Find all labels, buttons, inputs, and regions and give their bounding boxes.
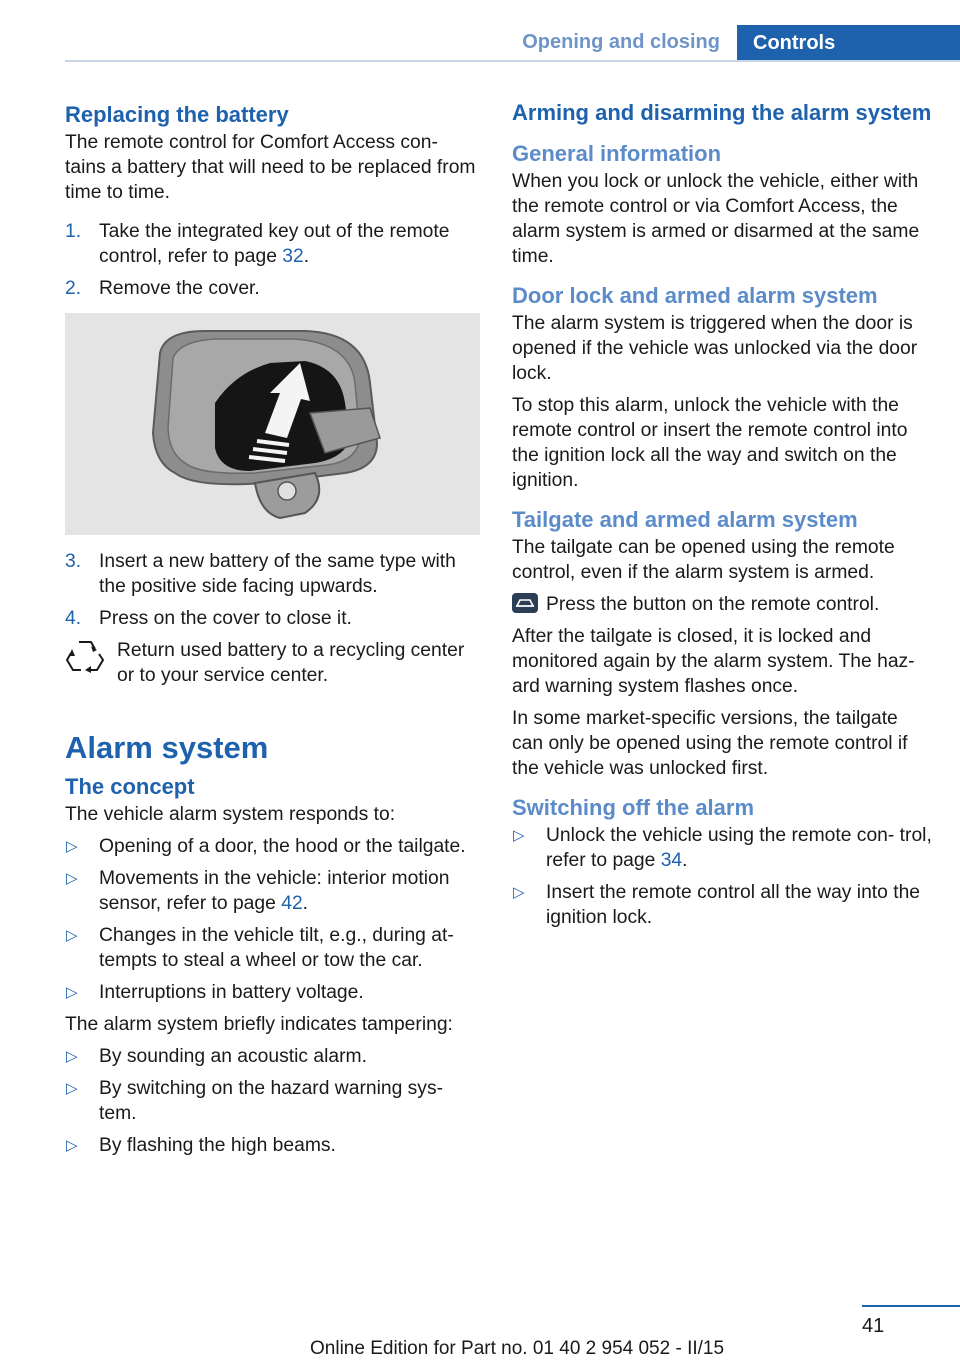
- list-item: ▷ Movements in the vehicle: interior motion sensor, refer to page 42.: [66, 868, 450, 914]
- battery-heading: Replacing the battery: [65, 102, 289, 127]
- triangle-bullet-icon: ▷: [66, 870, 78, 887]
- triangle-bullet-icon: ▷: [66, 1048, 78, 1065]
- door-lock-heading: Door lock and armed alarm system: [512, 283, 878, 308]
- tailgate-text-3: In some market-specific versions, the tailgate can only be opened using the remote control if the vehicle was unlocked first.: [512, 708, 908, 779]
- triangle-bullet-icon: ▷: [513, 827, 525, 844]
- general-info-text: When you lock or unlock the vehicle, either with the remote control or via Comfort Access, the alarm system is armed or disarmed at the same time.: [512, 171, 920, 267]
- step-number: 1.: [65, 221, 82, 242]
- header-section-title: Opening and closing: [522, 31, 720, 53]
- indicates-intro: The alarm system briefly indicates tampering:: [65, 1014, 453, 1035]
- general-info-heading: General information: [512, 141, 722, 166]
- step-number: 3.: [65, 551, 82, 572]
- list-item: 3. Insert a new battery of the same type with the positive side facing upwards.: [65, 551, 456, 597]
- footer-edition: Online Edition for Part no. 01 40 2 954 052 - II/15: [310, 1338, 725, 1359]
- list-item: 4. Press on the cover to close it.: [65, 608, 352, 629]
- triangle-bullet-icon: ▷: [66, 1080, 78, 1097]
- tailgate-text-2: After the tailgate is closed, it is locked and monitored again by the alarm system. The haz‐ ard warning system flashes once.: [512, 626, 915, 697]
- list-item: ▷ Changes in the vehicle tilt, e.g., during at‐ tempts to steal a wheel or tow the car.: [66, 925, 454, 971]
- list-item: ▷ Insert the remote control all the way into the ignition lock.: [513, 882, 921, 928]
- tailgate-button-line: Press the button on the remote control.: [512, 592, 932, 617]
- list-item: ▷ By sounding an acoustic alarm.: [66, 1046, 367, 1067]
- right-column: [512, 100, 932, 937]
- alarm-system-heading: Alarm system: [65, 730, 269, 765]
- list-item: ▷ By switching on the hazard warning sys‐ tem.: [66, 1078, 444, 1124]
- recycling-icon: [65, 638, 105, 681]
- list-item: ▷ Unlock the vehicle using the remote con‐ trol, refer to page 34.: [513, 825, 932, 871]
- page-link-42[interactable]: 42: [281, 893, 303, 914]
- header-rule: [65, 60, 960, 62]
- remote-key-illustration: [65, 313, 480, 535]
- recycling-note: Return used battery to a recycling center or to your service center.: [65, 638, 483, 688]
- list-item: 2. Remove the cover.: [65, 278, 260, 299]
- concept-heading: The concept: [65, 774, 195, 799]
- door-lock-text-1: The alarm system is triggered when the door is opened if the vehicle was unlocked via the door lock.: [512, 313, 918, 384]
- page-number: 41: [862, 1315, 885, 1337]
- switch-off-heading: Switching off the alarm: [512, 795, 755, 820]
- list-item: ▷ Opening of a door, the hood or the tailgate.: [66, 836, 466, 857]
- arming-heading: Arming and disarming the alarm system: [512, 100, 932, 125]
- triangle-bullet-icon: ▷: [66, 838, 78, 855]
- tailgate-heading: Tailgate and armed alarm system: [512, 507, 858, 532]
- list-item: ▷ By flashing the high beams.: [66, 1135, 336, 1156]
- triangle-bullet-icon: ▷: [66, 927, 78, 944]
- triangle-bullet-icon: ▷: [513, 884, 525, 901]
- list-item: ▷ Interruptions in battery voltage.: [66, 982, 364, 1003]
- page-link-32[interactable]: 32: [282, 246, 304, 267]
- battery-intro: The remote control for Comfort Access con‐ tains a battery that will need to be replaced from time to time.: [65, 132, 476, 203]
- header-chapter-tab: Controls: [737, 25, 960, 62]
- remote-key-photo: [65, 313, 480, 535]
- page-link-34[interactable]: 34: [660, 850, 683, 871]
- tailgate-button-icon: [512, 593, 538, 613]
- triangle-bullet-icon: ▷: [66, 1137, 78, 1154]
- door-lock-text-2: To stop this alarm, unlock the vehicle with the remote control or insert the remote control into the ignition lock all the way and switch on the ignition.: [512, 395, 908, 491]
- step-number: 2.: [65, 278, 82, 299]
- triangle-bullet-icon: ▷: [66, 984, 78, 1001]
- left-column: [65, 100, 483, 1165]
- step-number: 4.: [65, 608, 82, 629]
- concept-intro: The vehicle alarm system responds to:: [65, 804, 396, 825]
- list-item: 1. Take the integrated key out of the remote control, refer to page 32.: [65, 221, 450, 267]
- footer-rule: [862, 1305, 960, 1307]
- tailgate-text-1: The tailgate can be opened using the remote control, even if the alarm system is armed.: [512, 537, 895, 583]
